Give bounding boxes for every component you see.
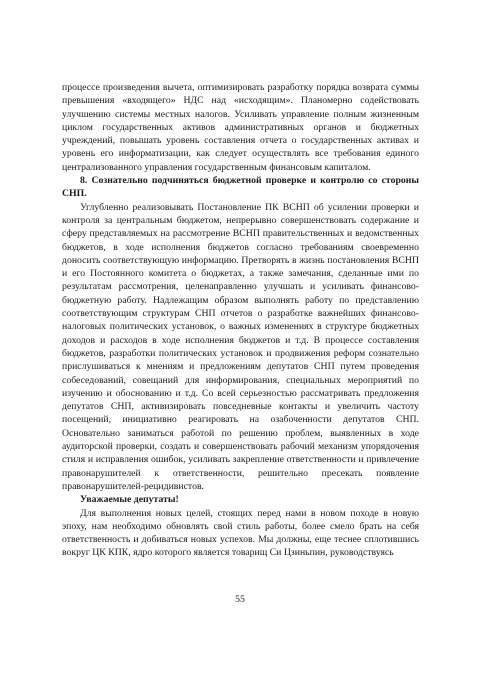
section-heading: 8. Сознательно подчиняться бюджетной проверке и контролю со стороны СНП. <box>62 175 419 200</box>
paragraph-body: Для выполнения новых целей, стоящих перед нами в новом походе в новую эпоху, нам необходимо обновлять свой стиль работы, более смело брать на себя ответственность и добиваться новых успехов. Мы должны, еще теснее сплотившись вокруг ЦК КПК, ядро которого является товарищ Си Цзиньпин, руководствуясь <box>62 507 419 559</box>
page-number: 55 <box>235 594 245 605</box>
salutation-heading: Уважаемые депутаты! <box>80 494 179 506</box>
paragraph-body: Углубленно реализовывать Постановление ПК ВСНП об усилении проверки и контроля за центральным бюджетом, непрерывно совершенствовать содержание и сферу представляемых на рассмотрение ВСНП правительственных и ведомственных бюджетов, в ходе исполнения бюджетов согласно требованиям своевременно доносить соответствующую информацию. Претворять в жизнь постановления ВСНП и его Постоянного комитета о бюджетах, а также замечания, сделанные ими по результатам рассмотрения, целенаправленно улучшать и усиливать финансово-бюджетную работу. Надлежащим образом выполнять работу по представлению соответствующим структурам СНП отчетов о разработке важнейших финансово-налоговых политических установок, о важных изменениях в структуре бюджетных доходов и расходов в ходе исполнения бюджетов и т.д. В процессе составления бюджетов, разработки политических установок и продвижения реформ сознательно прислушиваться к мнениям и предложениям депутатов СНП путем проведения собеседований, совещаний для информирования, специальных мероприятий по изучению и обоснованию и т.д. Со всей серьезностью рассматривать предложения депутатов СНП, активизировать повседневные контакты и увеличить частоту посещений, инициативно реагировать на озабоченности депутатов СНП. Основательно заниматься работой по решению проблем, выявленных в ходе аудиторской проверки, создать и совершенствовать рабочий механизм упорядочения стиля и исправления ошибок, усиливать закрепление ответственности и привлечение правонарушителей к ответственности, решительно пресекать появление правонарушителей-рецидивистов. <box>62 201 419 492</box>
page-body <box>62 81 419 560</box>
paragraph-continuation: процессе произведения вычета, оптимизировать разработку порядка возврата суммы превышения «входящего» НДС над «исходящим». Планомерно содействовать улучшению системы местных налогов. Усиливать управление полным жизненным циклом государственных активов административных органов и бюджетных учреждений, повышать уровень составления отчета о государственных активах и уровень его информатизации, как следует осуществлять все требования единого централизованного управления государственным финансовым капиталом. <box>62 82 419 173</box>
